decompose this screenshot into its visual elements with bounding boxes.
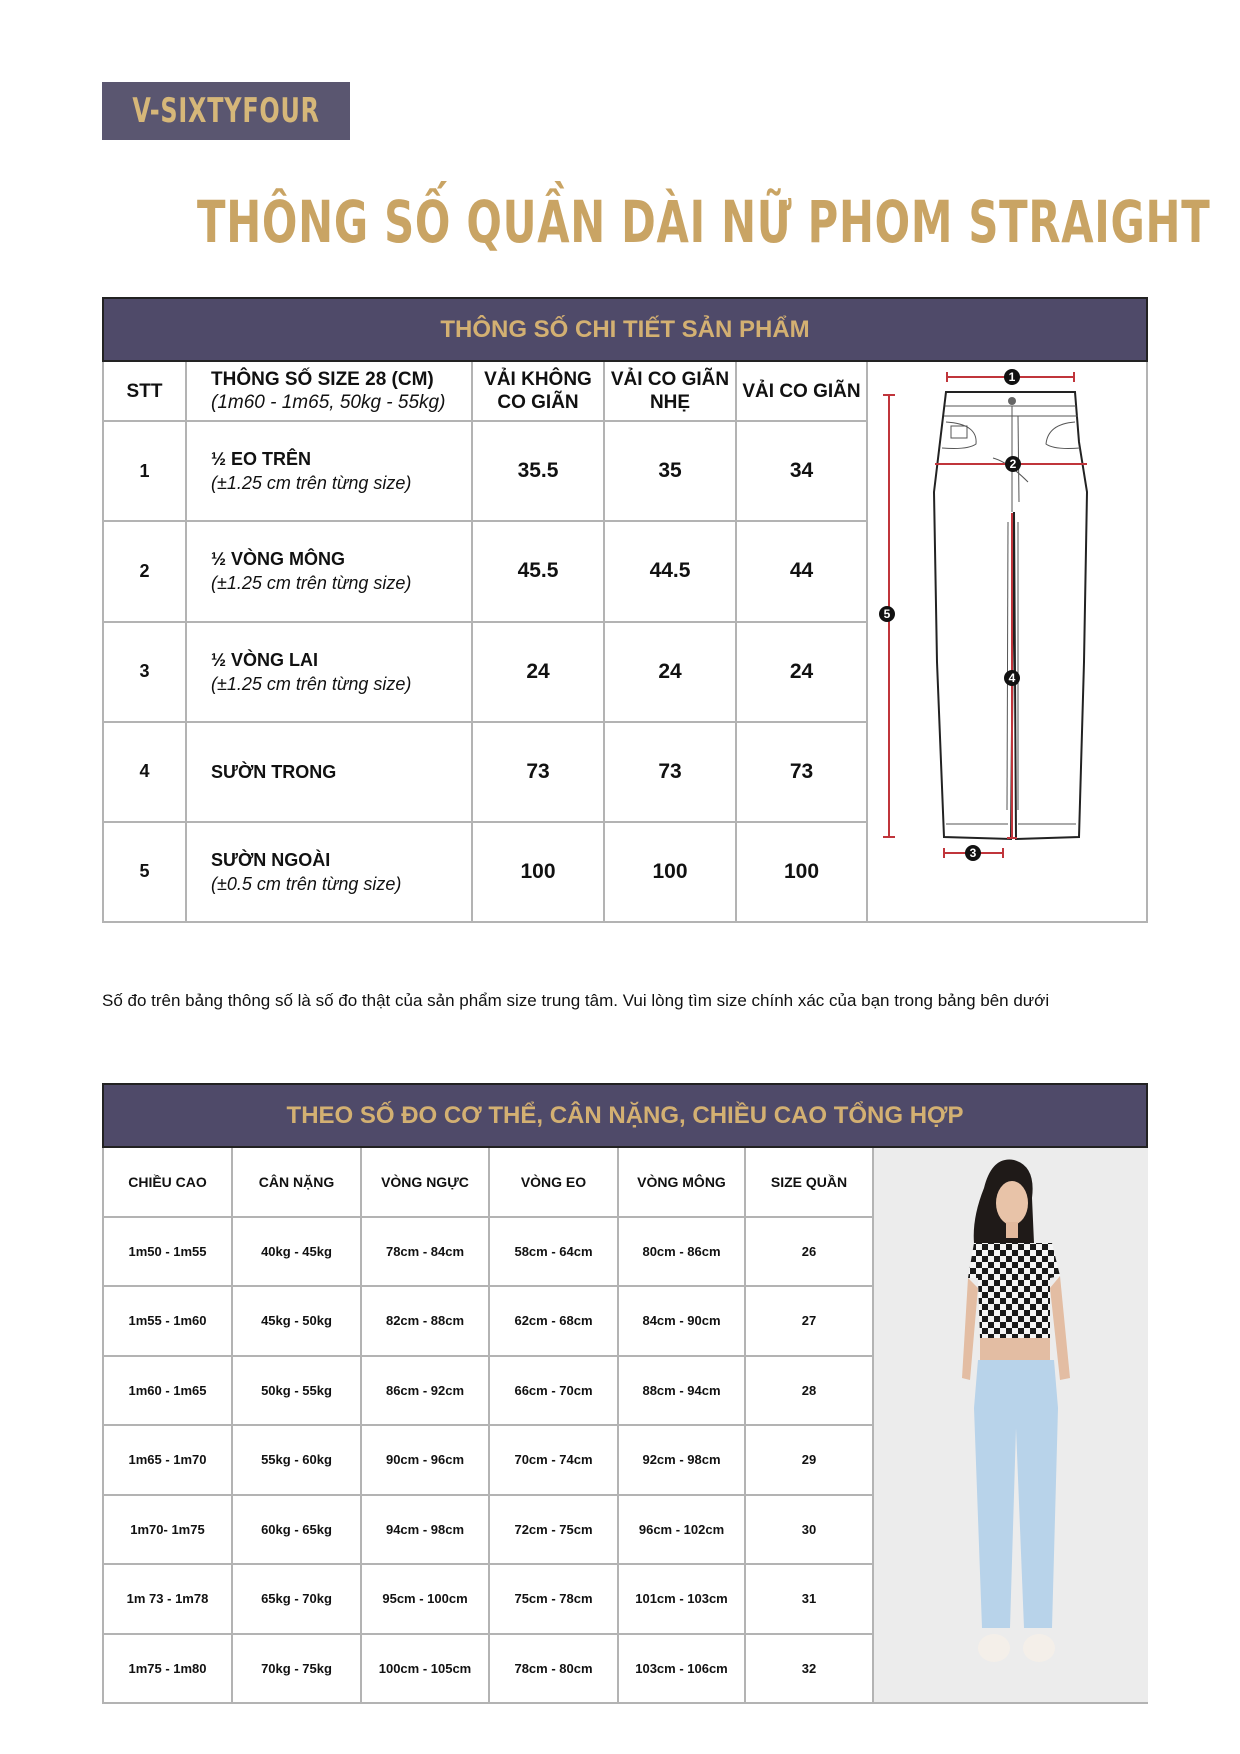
row-note: (±1.25 cm trên từng size)	[211, 473, 412, 494]
cell-height: 1m65 - 1m70	[103, 1425, 232, 1495]
value-nonstretch: 100	[472, 822, 604, 922]
cell-waist: 75cm - 78cm	[489, 1564, 618, 1634]
row-note: (±1.25 cm trên từng size)	[211, 573, 412, 594]
cell-waist: 58cm - 64cm	[489, 1217, 618, 1287]
row-name-text: SƯỜN NGOÀI	[211, 849, 331, 870]
marker-1-label: 1	[1008, 370, 1016, 384]
value-light-stretch: 44.5	[604, 521, 736, 621]
marker-2-label: 2	[1009, 457, 1017, 471]
col-size: SIZE QUẦN	[745, 1147, 873, 1217]
cell-hip: 88cm - 94cm	[618, 1356, 745, 1426]
col-stt: STT	[103, 361, 186, 421]
cell-height: 1m55 - 1m60	[103, 1286, 232, 1356]
row-note: (±1.25 cm trên từng size)	[211, 673, 412, 694]
marker-4-label: 4	[1008, 671, 1016, 685]
cell-size: 28	[745, 1356, 873, 1426]
model-shoe-right	[1023, 1634, 1055, 1662]
cell-size: 32	[745, 1634, 873, 1704]
model-top	[968, 1243, 1060, 1338]
cell-hip: 92cm - 98cm	[618, 1425, 745, 1495]
row-name-text: ½ VÒNG MÔNG	[211, 549, 346, 570]
pants-diagram-svg	[868, 362, 1148, 921]
value-nonstretch: 24	[472, 622, 604, 722]
col-height: CHIỀU CAO	[103, 1147, 232, 1217]
col-weight: CÂN NẶNG	[232, 1147, 361, 1217]
model-face	[996, 1181, 1028, 1225]
marker-3-label: 3	[969, 846, 977, 860]
col-hip: VÒNG MÔNG	[618, 1147, 745, 1217]
button-icon	[1008, 397, 1016, 405]
cell-size: 29	[745, 1425, 873, 1495]
cell-size: 30	[745, 1495, 873, 1565]
value-light-stretch: 24	[604, 622, 736, 722]
product-table-heading: THÔNG SỐ CHI TIẾT SẢN PHẨM	[103, 298, 1147, 361]
value-stretch: 24	[736, 622, 867, 722]
size-table-header-row	[103, 1147, 1147, 1217]
cell-height: 1m 73 - 1m78	[103, 1564, 232, 1634]
size-chart-table	[102, 1083, 1148, 1704]
cell-height: 1m50 - 1m55	[103, 1217, 232, 1287]
col-fabric-stretch: VẢI CO GIÃN	[736, 361, 867, 421]
cell-hip: 96cm - 102cm	[618, 1495, 745, 1565]
cell-weight: 55kg - 60kg	[232, 1425, 361, 1495]
row-name	[186, 521, 472, 621]
cell-bust: 86cm - 92cm	[361, 1356, 489, 1426]
cell-size: 31	[745, 1564, 873, 1634]
model-shoe-left	[978, 1634, 1010, 1662]
col-fabric-light-stretch	[604, 361, 736, 421]
model-midriff	[980, 1338, 1050, 1360]
col-fabric-light-stretch-line1: VẢI CO GIÃN	[610, 369, 730, 391]
page-title	[0, 188, 1240, 256]
cell-hip: 84cm - 90cm	[618, 1286, 745, 1356]
cell-height: 1m75 - 1m80	[103, 1634, 232, 1704]
cell-bust: 78cm - 84cm	[361, 1217, 489, 1287]
col-fabric-nonstretch-line2: CO GIÃN	[497, 392, 579, 414]
value-stretch: 44	[736, 521, 867, 621]
col-fabric-nonstretch-line1: VẢI KHÔNG	[484, 369, 592, 391]
col-fabric-light-stretch-line2: NHẸ	[649, 392, 691, 414]
cell-bust: 82cm - 88cm	[361, 1286, 489, 1356]
product-spec-table	[102, 297, 1148, 923]
cell-weight: 70kg - 75kg	[232, 1634, 361, 1704]
col-spec	[186, 361, 472, 421]
col-spec-title: THÔNG SỐ SIZE 28 (CM)	[211, 369, 434, 391]
row-stt: 1	[103, 421, 186, 521]
row-name-text: ½ VÒNG LAI	[211, 649, 319, 670]
cell-bust: 100cm - 105cm	[361, 1634, 489, 1704]
size-table-heading: THEO SỐ ĐO CƠ THỂ, CÂN NẶNG, CHIỀU CAO TỔNG HỢP	[103, 1084, 1147, 1147]
cell-bust: 95cm - 100cm	[361, 1564, 489, 1634]
value-stretch: 34	[736, 421, 867, 521]
col-bust: VÒNG NGỰC	[361, 1147, 489, 1217]
cell-bust: 90cm - 96cm	[361, 1425, 489, 1495]
cell-height: 1m70- 1m75	[103, 1495, 232, 1565]
cell-weight: 60kg - 65kg	[232, 1495, 361, 1565]
row-name	[186, 622, 472, 722]
row-stt: 3	[103, 622, 186, 722]
marker-5-label: 5	[883, 607, 891, 621]
cell-waist: 78cm - 80cm	[489, 1634, 618, 1704]
model-photo	[873, 1147, 1147, 1703]
value-light-stretch: 35	[604, 421, 736, 521]
col-spec-subtitle: (1m60 - 1m65, 50kg - 55kg)	[211, 392, 446, 414]
value-nonstretch: 73	[472, 722, 604, 822]
value-stretch: 73	[736, 722, 867, 822]
col-waist: VÒNG EO	[489, 1147, 618, 1217]
cell-hip: 101cm - 103cm	[618, 1564, 745, 1634]
value-stretch: 100	[736, 822, 867, 922]
row-stt: 5	[103, 822, 186, 922]
size-note: Số đo trên bảng thông số là số đo thật của sản phẩm size trung tâm. Vui lòng tìm size chính xác của bạn trong bảng bên dưới	[102, 991, 1050, 1010]
cell-weight: 50kg - 55kg	[232, 1356, 361, 1426]
row-stt: 2	[103, 521, 186, 621]
cell-bust: 94cm - 98cm	[361, 1495, 489, 1565]
row-name	[186, 822, 472, 922]
model-photo-svg	[874, 1148, 1148, 1702]
row-name-text: ½ EO TRÊN	[211, 449, 312, 470]
cell-height: 1m60 - 1m65	[103, 1356, 232, 1426]
value-nonstretch: 45.5	[472, 521, 604, 621]
row-name	[186, 722, 472, 822]
pants-diagram	[867, 361, 1147, 922]
value-nonstretch: 35.5	[472, 421, 604, 521]
cell-weight: 45kg - 50kg	[232, 1286, 361, 1356]
cell-waist: 72cm - 75cm	[489, 1495, 618, 1565]
row-name-text: SƯỜN TRONG	[211, 761, 337, 782]
product-table-header-row	[103, 361, 1147, 421]
cell-hip: 80cm - 86cm	[618, 1217, 745, 1287]
brand-logo	[102, 82, 350, 140]
cell-waist: 66cm - 70cm	[489, 1356, 618, 1426]
value-light-stretch: 100	[604, 822, 736, 922]
brand-name: V-SIXTYFOUR	[132, 91, 320, 131]
cell-waist: 62cm - 68cm	[489, 1286, 618, 1356]
row-note: (±0.5 cm trên từng size)	[211, 873, 402, 894]
page-title-text: THÔNG SỐ QUẦN DÀI NỮ PHOM STRAIGHT	[197, 188, 1211, 256]
cell-weight: 40kg - 45kg	[232, 1217, 361, 1287]
col-fabric-nonstretch	[472, 361, 604, 421]
value-light-stretch: 73	[604, 722, 736, 822]
cell-size: 26	[745, 1217, 873, 1287]
cell-size: 27	[745, 1286, 873, 1356]
row-name	[186, 421, 472, 521]
row-stt: 4	[103, 722, 186, 822]
cell-hip: 103cm - 106cm	[618, 1634, 745, 1704]
cell-weight: 65kg - 70kg	[232, 1564, 361, 1634]
cell-waist: 70cm - 74cm	[489, 1425, 618, 1495]
